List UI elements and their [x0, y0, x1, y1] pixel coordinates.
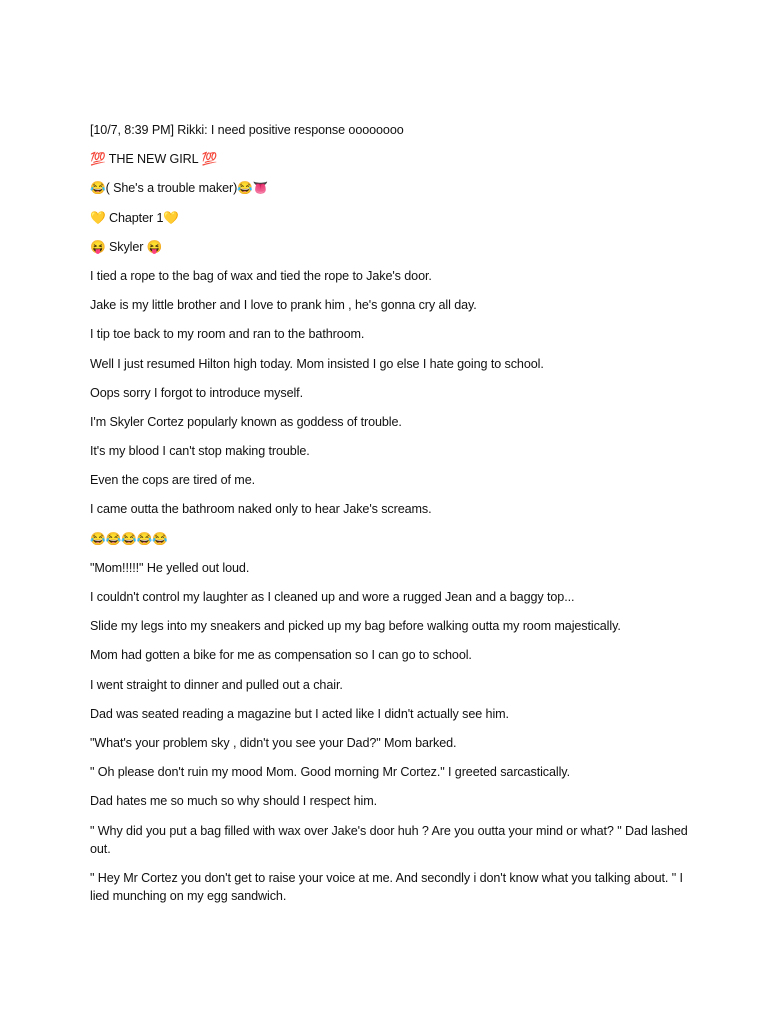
chat-header-line: [10/7, 8:39 PM] Rikki: I need positive response oooooooo	[90, 123, 404, 137]
paragraph: " Oh please don't ruin my mood Mom. Good morning Mr Cortez." I greeted sarcastically.	[90, 765, 570, 780]
chapter-heading: 💛 Chapter 1💛	[90, 210, 179, 225]
story-title: 💯 THE NEW GIRL 💯	[90, 152, 218, 167]
paragraph: " Hey Mr Cortez you don't get to raise your voice at me. And secondly i don't know what you talking about. " I lied munching on my egg sandwich.	[90, 870, 683, 903]
paragraph: Slide my legs into my sneakers and picked up my bag before walking outta my room majestically.	[90, 619, 621, 634]
paragraph: Well I just resumed Hilton high today. Mom insisted I go else I hate going to school.	[90, 356, 544, 371]
paragraph: I couldn't control my laughter as I cleaned up and wore a rugged Jean and a baggy top...	[90, 590, 575, 604]
paragraph: Oops sorry I forgot to introduce myself.	[90, 385, 303, 400]
paragraph: Jake is my little brother and I love to prank him , he's gonna cry all day.	[90, 298, 477, 313]
paragraph: I tip toe back to my room and ran to the bathroom.	[90, 327, 365, 342]
paragraph: "Mom!!!!!" He yelled out loud.	[90, 560, 250, 575]
paragraph: It's my blood I can't stop making trouble.	[90, 444, 310, 459]
paragraph: I'm Skyler Cortez popularly known as goddess of trouble.	[90, 414, 402, 429]
emoji-line: 😂😂😂😂😂	[90, 531, 168, 546]
paragraph: Even the cops are tired of me.	[90, 473, 256, 488]
paragraph: I went straight to dinner and pulled out a chair.	[90, 677, 343, 692]
story-subtitle: 😂( She's a trouble maker)😂👅	[90, 181, 269, 196]
narrator-heading: 😝 Skyler 😝	[90, 239, 163, 254]
paragraph: "What's your problem sky , didn't you see your Dad?" Mom barked.	[90, 735, 457, 750]
paragraph: Dad was seated reading a magazine but I acted like I didn't actually see him.	[90, 706, 509, 721]
document-body	[90, 121, 690, 916]
paragraph: I tied a rope to the bag of wax and tied the rope to Jake's door.	[90, 268, 432, 283]
paragraph: " Why did you put a bag filled with wax over Jake's door huh ? Are you outta your mind or what? " Dad lashed out.	[90, 823, 688, 856]
paragraph: I came outta the bathroom naked only to hear Jake's screams.	[90, 502, 432, 517]
paragraph: Mom had gotten a bike for me as compensation so I can go to school.	[90, 648, 472, 663]
paragraph: Dad hates me so much so why should I respect him.	[90, 794, 377, 809]
